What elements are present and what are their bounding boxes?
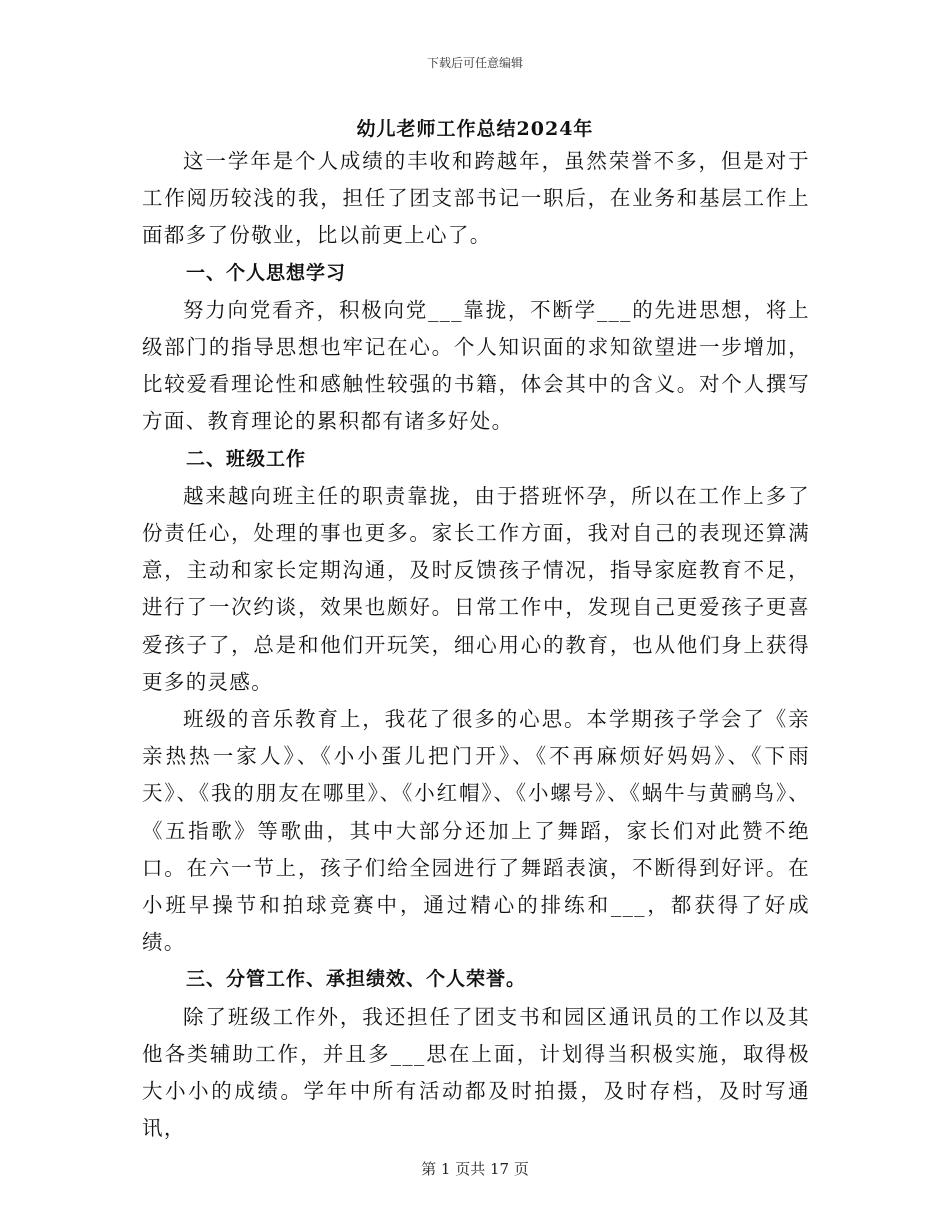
document-title: 幼儿老师工作总结2024年: [356, 118, 594, 140]
section-heading-responsibilities: 三、分管工作、承担绩效、个人荣誉。: [186, 968, 527, 991]
document-body: [142, 143, 810, 1147]
header-note: 下载后可任意编辑: [426, 56, 523, 70]
section-paragraph-class-work: 越来越向班主任的职责靠拢，由于搭班怀孕，所以在工作上多了份责任心，处理的事也更多。家长工作方面，我对自己的表现还算满意，主动和家长定期沟通，及时反馈孩子情况，指导家庭教育不足，进行了一次约谈，效果也颇好。日常工作中，发现自己更爱孩子更喜爱孩子了，总是和他们开玩笑，细心用心的教育，也从他们身上获得更多的灵感。: [142, 483, 810, 694]
section-paragraph-music-education: 班级的音乐教育上，我花了很多的心思。本学期孩子学会了《亲亲热热一家人》、《小小蛋儿把门开》、《不再麻烦好妈妈》、《下雨天》、《我的朋友在哪里》、《小红帽》、《小螺号》、《蜗牛与黄鹂鸟》、《五指歌》等歌曲，其中大部分还加上了舞蹈，家长们对此赞不绝口。在六一节上，孩子们给全园进行了舞蹈表演，不断得到好评。在小班早操节和拍球竞赛中，通过精心的排练和___，都获得了好成绩。: [142, 707, 810, 955]
section-heading-class-work: 二、班级工作: [186, 447, 307, 470]
intro-paragraph: 这一学年是个人成绩的丰收和跨越年，虽然荣誉不多，但是对于工作阅历较浅的我，担任了团支部书记一职后，在业务和基层工作上面都多了份敬业，比以前更上心了。: [142, 149, 810, 248]
section-paragraph-responsibilities: 除了班级工作外，我还担任了团支书和园区通讯员的工作以及其他各类辅助工作，并且多___思在上面，计划得当积极实施，取得极大小小的成绩。学年中所有活动都及时拍摄，及时存档，及时写通讯，: [142, 1004, 810, 1141]
page-indicator: 第 1 页共 17 页: [421, 1160, 529, 1178]
section-paragraph-thought-study: 努力向党看齐，积极向党___靠拢，不断学___的先进思想，将上级部门的指导思想也牢记在心。个人知识面的求知欲望进一步增加，比较爱看理论性和感触性较强的书籍，体会其中的含义。对个人撰写方面、教育理论的累积都有诸多好处。: [142, 297, 810, 434]
section-heading-thought-study: 一、个人思想学习: [186, 261, 347, 284]
